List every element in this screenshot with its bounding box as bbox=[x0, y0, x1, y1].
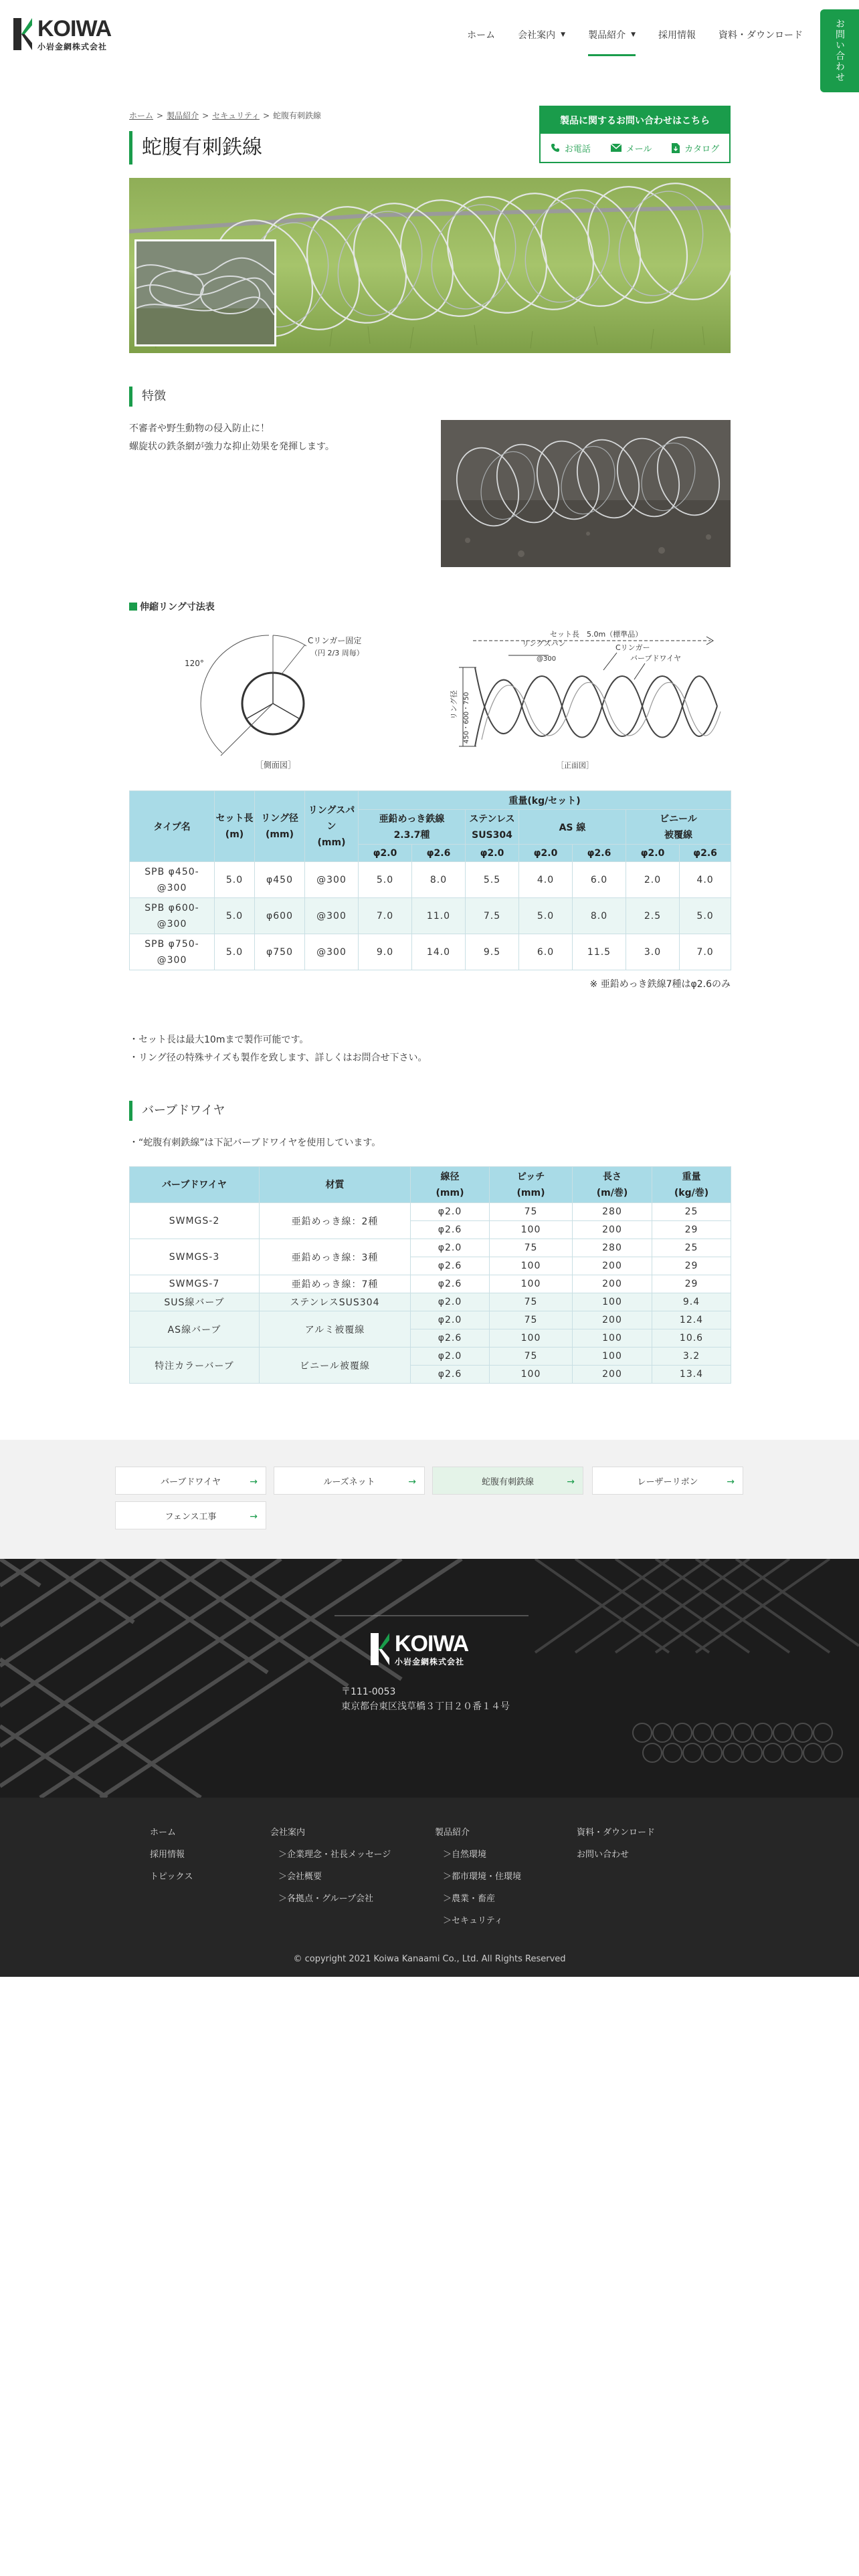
footer-link-products[interactable]: 製品紹介 bbox=[435, 1828, 470, 1838]
table-cell: SWMGS-3 bbox=[130, 1239, 260, 1275]
th-type: タイプ名 bbox=[130, 791, 215, 862]
caret-down-icon: ▼ bbox=[561, 31, 566, 38]
table-cell: SPB φ600- @300 bbox=[130, 898, 215, 934]
table-cell: SPB φ450- @300 bbox=[130, 862, 215, 898]
table-cell: φ2.6 bbox=[411, 1275, 490, 1293]
footer-link-nature[interactable]: ＞自然環境 bbox=[443, 1850, 487, 1860]
table-cell: 9.4 bbox=[652, 1293, 731, 1311]
breadcrumb-home[interactable]: ホーム bbox=[129, 111, 154, 120]
set-length-label: セット長 5.0m（標準品） bbox=[550, 630, 643, 639]
table-cell: 7.5 bbox=[466, 898, 519, 934]
footer-link-home[interactable]: ホーム bbox=[150, 1828, 177, 1838]
features-heading: 特徴 bbox=[129, 387, 166, 407]
footer-banner bbox=[0, 1559, 859, 1798]
footer-col-1 bbox=[150, 1822, 193, 1888]
table-row bbox=[130, 898, 731, 934]
th-as: AS 線 bbox=[519, 810, 626, 845]
table-cell: 亜鉛めっき線：3種 bbox=[260, 1239, 411, 1275]
table-cell: 200 bbox=[573, 1311, 652, 1329]
front-view-caption: ［正面図］ bbox=[557, 761, 593, 770]
document-download-icon bbox=[672, 143, 680, 153]
inquiry-title: 製品に関するお問い合わせはこちら bbox=[541, 107, 729, 134]
arrow-right-icon: → bbox=[567, 1477, 575, 1487]
table-cell: 6.0 bbox=[519, 934, 573, 970]
table-cell: 9.0 bbox=[359, 934, 412, 970]
barbed-wire-table bbox=[129, 1166, 731, 1384]
mail-icon bbox=[611, 144, 622, 152]
table-cell: 29 bbox=[652, 1275, 731, 1293]
table-cell: @300 bbox=[305, 862, 359, 898]
clip-sub-label: （円 2/3 周毎） bbox=[310, 649, 364, 657]
th-sub: φ2.6 bbox=[573, 845, 626, 862]
table-cell: 9.5 bbox=[466, 934, 519, 970]
table-cell: 亜鉛めっき線：7種 bbox=[260, 1275, 411, 1293]
table-cell: 3.0 bbox=[626, 934, 680, 970]
table-cell: φ2.6 bbox=[411, 1221, 490, 1239]
th-sub: φ2.0 bbox=[466, 845, 519, 862]
square-bullet-icon bbox=[129, 603, 137, 611]
table-cell: φ2.0 bbox=[411, 1203, 490, 1221]
clip-label: Cリンガー固定 bbox=[308, 636, 362, 645]
contact-tab-button[interactable]: お問い合わせ bbox=[820, 9, 859, 92]
table-cell: SWMGS-2 bbox=[130, 1203, 260, 1239]
table-cell: 100 bbox=[490, 1257, 573, 1275]
table-cell: 280 bbox=[573, 1203, 652, 1221]
th-set-length: セット長 (m) bbox=[215, 791, 255, 862]
th-vinyl: ビニール 被覆線 bbox=[626, 810, 731, 845]
footer-col-4 bbox=[577, 1822, 655, 1866]
footer-link-agri[interactable]: ＞農業・畜産 bbox=[443, 1894, 496, 1904]
th-wire-dia: 線径 (mm) bbox=[411, 1167, 490, 1203]
table-cell: 8.0 bbox=[412, 862, 466, 898]
table-cell: 3.2 bbox=[652, 1348, 731, 1366]
th-sub: φ2.0 bbox=[359, 845, 412, 862]
logo-mark-icon bbox=[13, 18, 33, 50]
table-cell: 25 bbox=[652, 1203, 731, 1221]
table-cell: 100 bbox=[490, 1275, 573, 1293]
footer-link-downloads[interactable]: 資料・ダウンロード bbox=[577, 1828, 656, 1838]
table-cell: 5.0 bbox=[215, 862, 255, 898]
features-photo bbox=[441, 420, 731, 567]
nav-recruit[interactable]: 採用情報 bbox=[658, 30, 696, 41]
table-cell: 29 bbox=[652, 1221, 731, 1239]
table-cell: SWMGS-7 bbox=[130, 1275, 260, 1293]
table-cell: 75 bbox=[490, 1239, 573, 1257]
list-item: ・セット長は最大10mまで製作可能です。 bbox=[129, 1035, 309, 1045]
footer-link-security[interactable]: ＞セキュリティ bbox=[443, 1916, 503, 1926]
notes-list bbox=[129, 1031, 427, 1067]
table-cell: 100 bbox=[573, 1293, 652, 1311]
logo-mark-icon bbox=[371, 1633, 391, 1665]
ring-spec-table bbox=[129, 790, 731, 970]
side-view-diagram bbox=[179, 619, 380, 773]
th-sub: φ2.0 bbox=[626, 845, 680, 862]
footer-logo-company-name: 小岩金網株式会社 bbox=[395, 1657, 465, 1667]
table-cell: 200 bbox=[573, 1257, 652, 1275]
table-cell: φ750 bbox=[255, 934, 305, 970]
th-weight: 重量 (kg/巻) bbox=[652, 1167, 731, 1203]
footer-link-topics[interactable]: トピックス bbox=[150, 1872, 193, 1882]
footer-link-company[interactable]: 会社案内 bbox=[270, 1828, 306, 1838]
footer-link-contact[interactable]: お問い合わせ bbox=[577, 1850, 630, 1860]
side-view-caption: ［側面図］ bbox=[256, 760, 296, 770]
th-pitch: ピッチ (mm) bbox=[490, 1167, 573, 1203]
th-weight: 重量(kg/セット) bbox=[359, 791, 731, 810]
table-cell: φ2.0 bbox=[411, 1311, 490, 1329]
table-cell: 11.5 bbox=[573, 934, 626, 970]
table-cell: 100 bbox=[573, 1329, 652, 1348]
copyright: © copyright 2021 Koiwa Kanaami Co., Ltd. All Rights Reserved bbox=[293, 1954, 566, 1964]
table-cell: 5.0 bbox=[215, 898, 255, 934]
table-cell: アルミ被覆線 bbox=[260, 1311, 411, 1348]
table-cell: 75 bbox=[490, 1293, 573, 1311]
arrow-right-icon: → bbox=[408, 1477, 416, 1487]
phone-icon bbox=[551, 143, 560, 152]
nav-products[interactable]: 製品紹介 ▼ bbox=[588, 0, 636, 70]
th-length: 長さ (m/巻) bbox=[573, 1167, 652, 1203]
th-ring-span: リングスパン (mm) bbox=[305, 791, 359, 862]
site-logo[interactable] bbox=[13, 17, 111, 51]
catalog-link[interactable]: カタログ bbox=[672, 142, 719, 154]
list-item: ・リング径の特殊サイズも製作を致します、詳しくはお問合せ下さい。 bbox=[129, 1053, 427, 1063]
hero-product-photo bbox=[129, 178, 731, 353]
related-laser-ribbon-button[interactable]: レーザーリボン → bbox=[592, 1467, 743, 1495]
related-barbed-wire-button[interactable]: バーブドワイヤ → bbox=[115, 1467, 266, 1495]
th-ring-dia: リング径 (mm) bbox=[255, 791, 305, 862]
ring-dia-label: リング径 bbox=[450, 690, 458, 720]
main-nav bbox=[467, 0, 803, 70]
footer-address: 〒111-0053 東京都台東区浅草橋３丁目２０番１４号 bbox=[341, 1687, 510, 1712]
table-cell: SUS線バーブ bbox=[130, 1293, 260, 1311]
table-cell: 4.0 bbox=[519, 862, 573, 898]
table-cell: φ450 bbox=[255, 862, 305, 898]
table-cell: 10.6 bbox=[652, 1329, 731, 1348]
th-sub: φ2.6 bbox=[680, 845, 731, 862]
table-cell: 75 bbox=[490, 1348, 573, 1366]
footer-link-philosophy[interactable]: ＞企業理念・社長メッセージ bbox=[278, 1850, 391, 1860]
table-cell: @300 bbox=[305, 898, 359, 934]
table-row bbox=[130, 1275, 731, 1293]
front-view-diagram bbox=[436, 626, 731, 773]
table-cell: 11.0 bbox=[412, 898, 466, 934]
table-cell: φ2.6 bbox=[411, 1329, 490, 1348]
footer-logo[interactable] bbox=[371, 1632, 468, 1666]
breadcrumb-current: 蛇腹有刺鉄線 bbox=[273, 111, 322, 120]
table-cell: AS線バーブ bbox=[130, 1311, 260, 1348]
logo-wordmark: KOIWA bbox=[37, 16, 112, 41]
related-razor-coil-button[interactable]: 蛇腹有刺鉄線 → bbox=[432, 1467, 583, 1495]
footer-col-3 bbox=[435, 1822, 521, 1932]
footer-link-recruit[interactable]: 採用情報 bbox=[150, 1850, 185, 1860]
table-cell: ステンレスSUS304 bbox=[260, 1293, 411, 1311]
table-cell: φ2.0 bbox=[411, 1348, 490, 1366]
table-cell: 5.0 bbox=[359, 862, 412, 898]
barbed-label: バーブドワイヤ bbox=[630, 654, 682, 663]
footer-link-offices[interactable]: ＞各拠点・グループ会社 bbox=[278, 1894, 373, 1904]
site-footer bbox=[0, 1798, 859, 1977]
table-row bbox=[130, 1311, 731, 1329]
footer-col-2 bbox=[270, 1822, 391, 1910]
footer-logo-wordmark: KOIWA bbox=[395, 1631, 469, 1656]
nav-home[interactable]: ホーム bbox=[467, 30, 496, 41]
table-cell: 5.0 bbox=[680, 898, 731, 934]
site-header bbox=[0, 0, 859, 83]
table-cell: 100 bbox=[490, 1221, 573, 1239]
c-ringer-label: Cリンガー bbox=[615, 643, 650, 652]
table-cell: 29 bbox=[652, 1257, 731, 1275]
phone-link[interactable]: お電話 bbox=[551, 142, 591, 154]
table-cell: 280 bbox=[573, 1239, 652, 1257]
breadcrumb-security[interactable]: セキュリティ bbox=[212, 111, 260, 120]
table-cell: 14.0 bbox=[412, 934, 466, 970]
th-barbed: バーブドワイヤ bbox=[130, 1167, 260, 1203]
table-cell: 2.0 bbox=[626, 862, 680, 898]
table-cell: 100 bbox=[490, 1329, 573, 1348]
table-row bbox=[130, 934, 731, 970]
table-cell: 13.4 bbox=[652, 1366, 731, 1384]
table-cell: 7.0 bbox=[680, 934, 731, 970]
table-cell: 75 bbox=[490, 1203, 573, 1221]
arrow-right-icon: → bbox=[250, 1477, 258, 1487]
table-cell: 亜鉛めっき線：2種 bbox=[260, 1203, 411, 1239]
caret-down-icon: ▼ bbox=[631, 31, 636, 38]
table-cell: 100 bbox=[573, 1348, 652, 1366]
table-cell: 5.0 bbox=[215, 934, 255, 970]
table-cell: 特注カラーバーブ bbox=[130, 1348, 260, 1384]
table-cell: 7.0 bbox=[359, 898, 412, 934]
footer-link-overview[interactable]: ＞会社概要 bbox=[278, 1872, 322, 1882]
table-row bbox=[130, 1203, 731, 1221]
table-cell: 2.5 bbox=[626, 898, 680, 934]
arrow-right-icon: → bbox=[250, 1511, 258, 1522]
breadcrumb: ホーム > 製品紹介 > セキュリティ > 蛇腹有刺鉄線 bbox=[129, 111, 322, 120]
mail-link[interactable]: メール bbox=[611, 142, 652, 154]
nav-company[interactable]: 会社案内 ▼ bbox=[518, 30, 566, 41]
table-cell: φ2.0 bbox=[411, 1293, 490, 1311]
table-cell: φ2.0 bbox=[411, 1239, 490, 1257]
th-sub: φ2.0 bbox=[519, 845, 573, 862]
hero-inset-detail-photo bbox=[134, 239, 276, 346]
table-row bbox=[130, 1239, 731, 1257]
table-cell: φ2.6 bbox=[411, 1257, 490, 1275]
nav-downloads[interactable]: 資料・ダウンロード bbox=[719, 30, 803, 41]
table-cell: 5.5 bbox=[466, 862, 519, 898]
table-cell: 25 bbox=[652, 1239, 731, 1257]
features-text: 不審者や野生動物の侵入防止に！ 螺旋状の鉄条網が強力な抑止効果を発揮します。 bbox=[129, 423, 335, 452]
table-row bbox=[130, 1348, 731, 1366]
table-cell: 4.0 bbox=[680, 862, 731, 898]
th-stainless: ステンレス SUS304 bbox=[466, 810, 519, 845]
th-sub: φ2.6 bbox=[412, 845, 466, 862]
related-products bbox=[0, 1440, 859, 1559]
table-cell: 100 bbox=[490, 1366, 573, 1384]
th-material: 材質 bbox=[260, 1167, 411, 1203]
table-row bbox=[130, 1293, 731, 1311]
barbed-note: ・“蛇腹有刺鉄線”は下記バーブドワイヤを使用しています。 bbox=[129, 1138, 381, 1148]
related-loose-net-button[interactable]: ルーズネット → bbox=[274, 1467, 425, 1495]
table-cell: φ2.6 bbox=[411, 1366, 490, 1384]
table-cell: 200 bbox=[573, 1221, 652, 1239]
arrow-right-icon: → bbox=[727, 1477, 735, 1487]
related-fence-work-button[interactable]: フェンス工事 → bbox=[115, 1501, 266, 1529]
inquiry-box bbox=[539, 106, 731, 163]
table-cell: 6.0 bbox=[573, 862, 626, 898]
barbed-heading: バーブドワイヤ bbox=[129, 1101, 225, 1121]
table-cell: 12.4 bbox=[652, 1311, 731, 1329]
table-cell: 200 bbox=[573, 1366, 652, 1384]
angle-label: 120° bbox=[185, 659, 204, 668]
ring-span-label: リングスパン bbox=[522, 639, 566, 648]
ring-dia-values: 450・600・750 bbox=[463, 691, 470, 744]
table-cell: φ600 bbox=[255, 898, 305, 934]
table-cell: ビニール被覆線 bbox=[260, 1348, 411, 1384]
th-galv: 亜鉛めっき鉄線 2.3.7種 bbox=[359, 810, 466, 845]
logo-company-name: 小岩金網株式会社 bbox=[37, 42, 108, 51]
table-row bbox=[130, 862, 731, 898]
ring-span-value: @300 bbox=[537, 655, 557, 663]
ring-size-heading: 伸縮リング寸法表 bbox=[129, 600, 215, 613]
footer-link-urban[interactable]: ＞都市環境・住環境 bbox=[443, 1872, 522, 1882]
table-cell: 200 bbox=[573, 1275, 652, 1293]
table-cell: 8.0 bbox=[573, 898, 626, 934]
table-cell: 5.0 bbox=[519, 898, 573, 934]
table-cell: @300 bbox=[305, 934, 359, 970]
spec-table-note: ※ 亜鉛めっき鉄線7種はφ2.6のみ bbox=[589, 979, 731, 990]
page-title: 蛇腹有刺鉄線 bbox=[129, 131, 262, 165]
table-cell: 75 bbox=[490, 1311, 573, 1329]
breadcrumb-products[interactable]: 製品紹介 bbox=[167, 111, 199, 120]
table-cell: SPB φ750- @300 bbox=[130, 934, 215, 970]
